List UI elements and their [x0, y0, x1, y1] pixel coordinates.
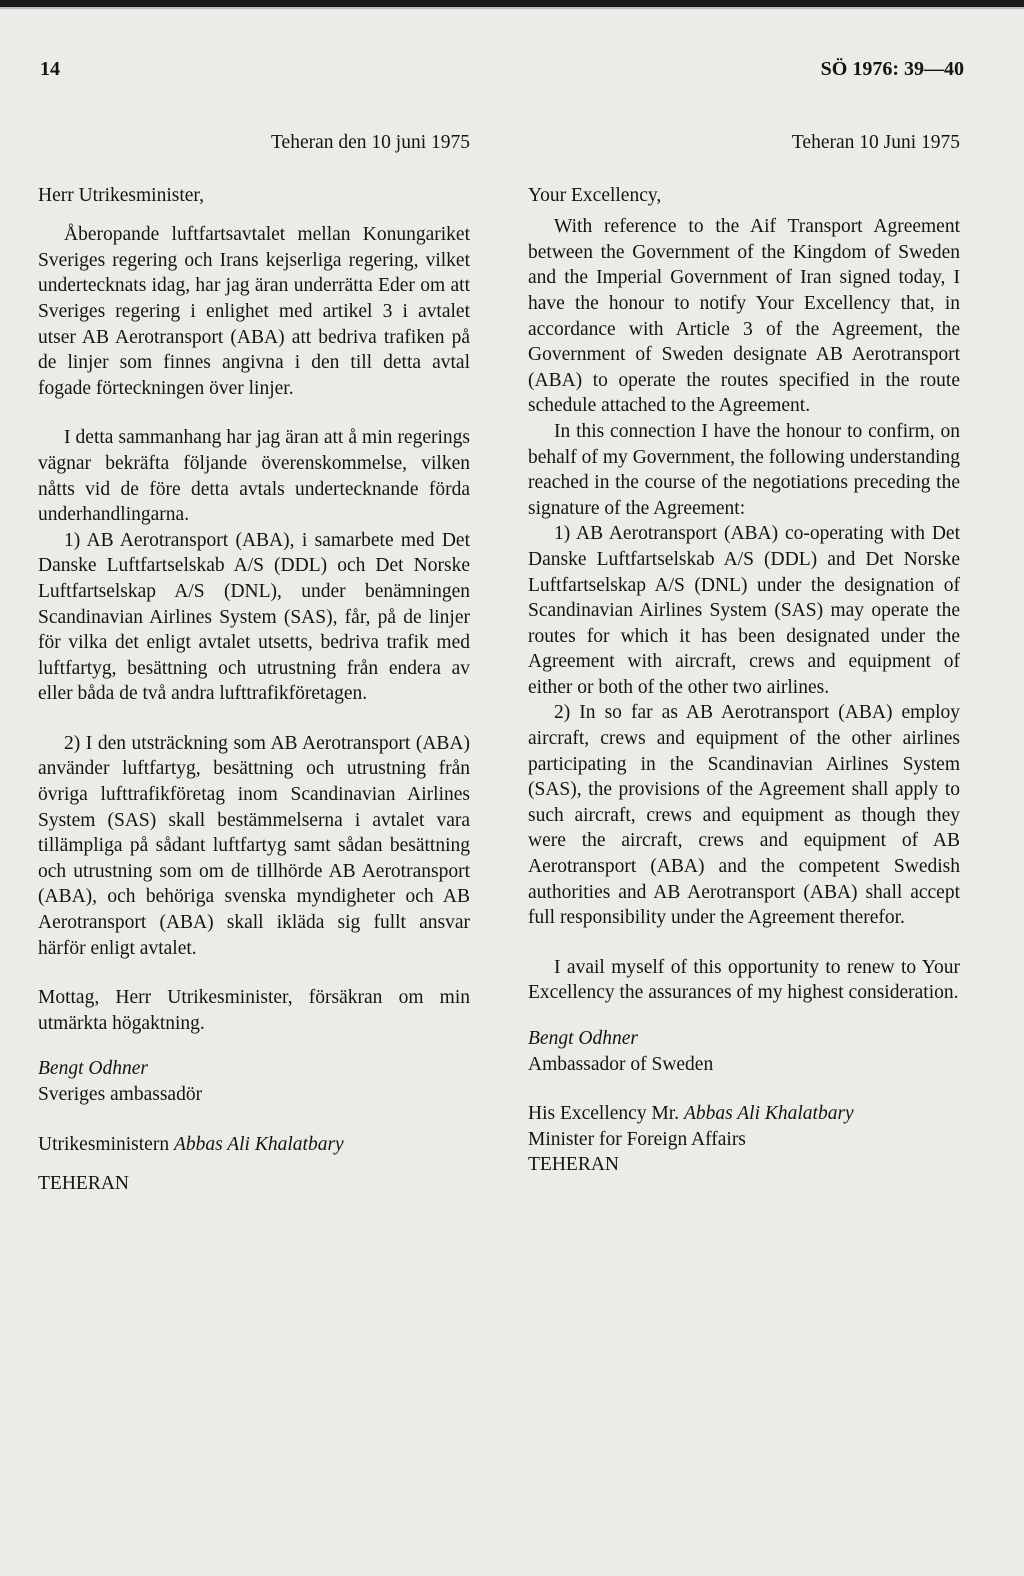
english-salutation: Your Excellency,: [528, 184, 662, 206]
english-paragraph-2: In this connection I have the honour to confirm, on behalf of my Government, the following understanding reached in the course of the negotiations preceding the signature of the Agreement:: [528, 420, 960, 519]
document-reference: SÖ 1976: 39—40: [820, 58, 964, 80]
scan-top-border: [0, 0, 1024, 7]
english-paragraph-1: With reference to the Aif Transport Agreement between the Government of the Kingdom of Sweden and the Imperial Government of Iran signed today, I have the honour to notify Your Excellency that, in accordance with Article 3 of the Agreement, the Government of Sweden designate AB Aerotransport (ABA) to operate the routes specified in the route schedule attached to the Agreement.: [528, 216, 960, 417]
swedish-paragraph-1: Åberopande luftfartsavtalet mellan Konungariket Sveriges regering och Irans kejserliga regering, vilket undertecknats idag, har jag äran underrätta Eder om att Sveriges regering i enlighet med artikel 3 i avtalet utser AB Aerotransport (ABA) att bedriva trafiken på de linjer som finnes angivna i den till detta avtal fogade förteckningen över linjer.: [38, 224, 470, 399]
swedish-paragraph-4: 2) I den utsträckning som AB Aerotransport (ABA) använder luftfartyg, besättning och utrustning från övriga lufttrafikföretag inom Scandinavian Airlines System (SAS) skall bestämmelserna i avtalet vara tillämpliga på sådant luftfartyg samt sådan besättning och utrustning som om de tillhörde AB Aerotransport (ABA), och behöriga svenska myndigheter och AB Aerotransport (ABA) skall ikläda sig fullt ansvar härför enligt avtalet.: [38, 732, 470, 959]
swedish-date: Teheran den 10 juni 1975: [271, 132, 470, 153]
english-paragraph-4: 2) In so far as AB Aerotransport (ABA) employ aircraft, crews and equipment of the other airlines participating in the Scandinavian Airlines System (SAS), the provisions of the Agreement shall apply to such aircraft, crews and equipment as though they were the aircraft, crews and equipment of AB Aerotransport (ABA) and the competent Swedish authorities and AB Aerotransport (ABA) shall accept full responsibility under the Agreement therefor.: [528, 702, 960, 929]
swedish-paragraph-2: I detta sammanhang har jag äran att å min regerings vägnar bekräfta följande överenskommelse, vilken nåtts vid de före detta avtals undertecknande förda underhandlingarna.: [38, 427, 470, 526]
swedish-signature: Bengt Odhner: [38, 1058, 148, 1080]
english-column: [528, 130, 960, 1178]
swedish-city: TEHERAN: [38, 1173, 129, 1195]
english-addressee-role: Minister for Foreign Affairs: [528, 1128, 746, 1150]
swedish-salutation: Herr Utrikesminister,: [38, 184, 205, 206]
scan-top-line: [0, 7, 1024, 9]
english-city: TEHERAN: [528, 1154, 619, 1176]
english-signature: Bengt Odhner: [528, 1028, 638, 1049]
english-addressee: [528, 1101, 960, 1127]
english-closing: I avail myself of this opportunity to renew to Your Excellency the assurances of my highest consideration.: [528, 956, 960, 1004]
page-number: 14: [40, 58, 60, 80]
swedish-signatory-title: Sveriges ambassadör: [38, 1084, 203, 1105]
english-addressee-name: Abbas Ali Khalatbary: [683, 1103, 854, 1125]
swedish-column: [38, 130, 470, 1197]
swedish-paragraph-3: 1) AB Aerotransport (ABA), i samarbete med Det Danske Luftfartselskab A/S (DDL) och Det Norske Luftfartselskap A/S (DNL), under benämningen Scandinavian Airlines System (SAS), får, på de linjer för vilka det enligt avtalet utsetts, bedriva trafik med luftfartyg, besättning och utrustning från endera av eller båda de två andra lufttrafikföretagen.: [38, 529, 470, 705]
english-addressee-prefix: His Excellency Mr.: [528, 1103, 680, 1125]
swedish-addressee: [38, 1132, 470, 1158]
swedish-addressee-name: Abbas Ali Khalatbary: [173, 1133, 344, 1155]
english-signatory-title: Ambassador of Sweden: [528, 1053, 714, 1075]
swedish-addressee-prefix: Utrikesministern: [38, 1133, 170, 1155]
swedish-closing: Mottag, Herr Utrikesminister, försäkran om min utmärkta högaktning.: [38, 987, 470, 1034]
english-paragraph-3: 1) AB Aerotransport (ABA) co-operating with Det Danske Luftfartselskab A/S (DDL) and Det Norske Luftfartselskap A/S (DNL) under the designation of Scandinavian Airlines System (SAS) may operate the routes for which it has been designated under the Agreement with aircraft, crews and equipment of either or both of the other two airlines.: [528, 523, 960, 698]
english-date: Teheran 10 Juni 1975: [791, 132, 960, 153]
